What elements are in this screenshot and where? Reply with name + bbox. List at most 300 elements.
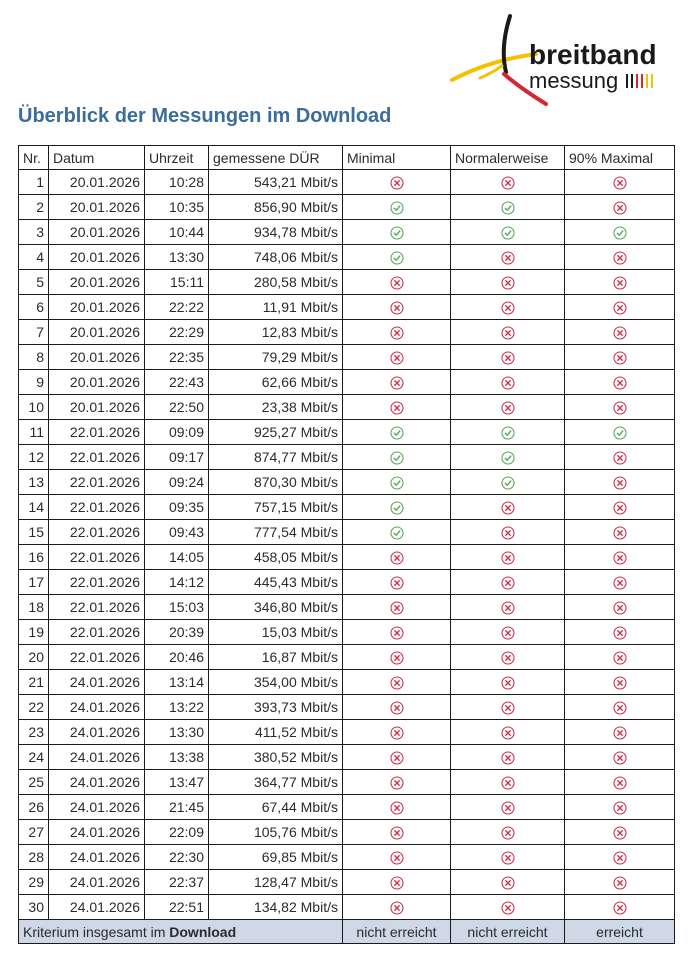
- cell-speed: 23,38 Mbit/s: [209, 395, 343, 420]
- cell-uhrzeit: 13:30: [145, 720, 209, 745]
- cell-normal: [451, 870, 565, 895]
- x-circle-icon: [501, 801, 515, 815]
- cell-minimal: [343, 195, 451, 220]
- cell-normal: [451, 170, 565, 195]
- x-circle-icon: [501, 401, 515, 415]
- table-header-row: [19, 146, 675, 170]
- x-circle-icon: [613, 751, 627, 765]
- table-row: [19, 470, 675, 495]
- x-circle-icon: [501, 751, 515, 765]
- x-circle-icon: [613, 526, 627, 540]
- cell-nr: 24: [19, 745, 49, 770]
- x-circle-icon: [613, 851, 627, 865]
- check-circle-icon: [501, 226, 515, 240]
- cell-datum: 24.01.2026: [49, 745, 145, 770]
- cell-max: [565, 470, 675, 495]
- cell-minimal: [343, 320, 451, 345]
- table-row: [19, 345, 675, 370]
- cell-normal: [451, 895, 565, 920]
- cell-normal: [451, 195, 565, 220]
- cell-speed: 105,76 Mbit/s: [209, 820, 343, 845]
- cell-max: [565, 770, 675, 795]
- cell-minimal: [343, 220, 451, 245]
- cell-normal: [451, 570, 565, 595]
- x-circle-icon: [501, 351, 515, 365]
- table-row: [19, 295, 675, 320]
- cell-nr: 1: [19, 170, 49, 195]
- check-circle-icon: [390, 426, 404, 440]
- x-circle-icon: [613, 726, 627, 740]
- cell-uhrzeit: 15:11: [145, 270, 209, 295]
- cell-uhrzeit: 20:46: [145, 645, 209, 670]
- cell-max: [565, 170, 675, 195]
- cell-datum: 22.01.2026: [49, 645, 145, 670]
- cell-normal: [451, 670, 565, 695]
- cell-nr: 13: [19, 470, 49, 495]
- cell-speed: 856,90 Mbit/s: [209, 195, 343, 220]
- cell-normal: [451, 645, 565, 670]
- cell-nr: 4: [19, 245, 49, 270]
- cell-datum: 22.01.2026: [49, 520, 145, 545]
- cell-minimal: [343, 720, 451, 745]
- x-circle-icon: [613, 251, 627, 265]
- cell-datum: 22.01.2026: [49, 470, 145, 495]
- cell-minimal: [343, 695, 451, 720]
- table-row: [19, 445, 675, 470]
- table-row: [19, 895, 675, 920]
- cell-speed: 364,77 Mbit/s: [209, 770, 343, 795]
- cell-nr: 26: [19, 795, 49, 820]
- cell-datum: 22.01.2026: [49, 620, 145, 645]
- summary-max: erreicht: [565, 920, 675, 944]
- cell-minimal: [343, 820, 451, 845]
- x-circle-icon: [501, 701, 515, 715]
- x-circle-icon: [501, 326, 515, 340]
- table-row: [19, 595, 675, 620]
- cell-minimal: [343, 620, 451, 645]
- x-circle-icon: [501, 901, 515, 915]
- cell-max: [565, 745, 675, 770]
- cell-datum: 22.01.2026: [49, 595, 145, 620]
- cell-max: [565, 370, 675, 395]
- cell-normal: [451, 395, 565, 420]
- cell-normal: [451, 520, 565, 545]
- cell-datum: 24.01.2026: [49, 695, 145, 720]
- summary-row: [19, 920, 675, 944]
- x-circle-icon: [501, 776, 515, 790]
- cell-minimal: [343, 595, 451, 620]
- cell-nr: 19: [19, 620, 49, 645]
- table-row: [19, 245, 675, 270]
- cell-datum: 24.01.2026: [49, 720, 145, 745]
- check-circle-icon: [613, 226, 627, 240]
- cell-datum: 20.01.2026: [49, 245, 145, 270]
- cell-speed: 79,29 Mbit/s: [209, 345, 343, 370]
- x-circle-icon: [613, 176, 627, 190]
- x-circle-icon: [501, 526, 515, 540]
- cell-datum: 20.01.2026: [49, 345, 145, 370]
- cell-speed: 748,06 Mbit/s: [209, 245, 343, 270]
- x-circle-icon: [390, 876, 404, 890]
- cell-minimal: [343, 245, 451, 270]
- cell-uhrzeit: 22:35: [145, 345, 209, 370]
- cell-speed: 12,83 Mbit/s: [209, 320, 343, 345]
- cell-minimal: [343, 420, 451, 445]
- cell-uhrzeit: 21:45: [145, 795, 209, 820]
- cell-uhrzeit: 20:39: [145, 620, 209, 645]
- cell-uhrzeit: 13:30: [145, 245, 209, 270]
- x-circle-icon: [613, 501, 627, 515]
- cell-speed: 69,85 Mbit/s: [209, 845, 343, 870]
- cell-uhrzeit: 22:09: [145, 820, 209, 845]
- cell-nr: 9: [19, 370, 49, 395]
- x-circle-icon: [501, 276, 515, 290]
- cell-datum: 20.01.2026: [49, 195, 145, 220]
- check-circle-icon: [390, 501, 404, 515]
- cell-max: [565, 895, 675, 920]
- x-circle-icon: [501, 876, 515, 890]
- table-row: [19, 220, 675, 245]
- col-header-normal: Normalerweise: [451, 146, 565, 170]
- x-circle-icon: [501, 551, 515, 565]
- x-circle-icon: [390, 376, 404, 390]
- cell-nr: 22: [19, 695, 49, 720]
- x-circle-icon: [613, 901, 627, 915]
- cell-speed: 543,21 Mbit/s: [209, 170, 343, 195]
- cell-max: [565, 695, 675, 720]
- cell-nr: 18: [19, 595, 49, 620]
- cell-uhrzeit: 13:14: [145, 670, 209, 695]
- cell-uhrzeit: 14:05: [145, 545, 209, 570]
- cell-nr: 30: [19, 895, 49, 920]
- cell-normal: [451, 770, 565, 795]
- summary-label: [19, 920, 343, 944]
- x-circle-icon: [501, 651, 515, 665]
- measurement-table: [18, 145, 675, 944]
- x-circle-icon: [501, 676, 515, 690]
- cell-uhrzeit: 13:47: [145, 770, 209, 795]
- cell-normal: [451, 220, 565, 245]
- col-header-max: 90% Maximal: [565, 146, 675, 170]
- x-circle-icon: [390, 901, 404, 915]
- x-circle-icon: [501, 626, 515, 640]
- cell-datum: 20.01.2026: [49, 370, 145, 395]
- cell-nr: 20: [19, 645, 49, 670]
- x-circle-icon: [390, 826, 404, 840]
- cell-datum: 22.01.2026: [49, 545, 145, 570]
- x-circle-icon: [613, 826, 627, 840]
- cell-normal: [451, 270, 565, 295]
- x-circle-icon: [613, 651, 627, 665]
- cell-minimal: [343, 545, 451, 570]
- cell-minimal: [343, 495, 451, 520]
- cell-normal: [451, 745, 565, 770]
- table-row: [19, 370, 675, 395]
- cell-normal: [451, 295, 565, 320]
- x-circle-icon: [390, 726, 404, 740]
- x-circle-icon: [390, 801, 404, 815]
- cell-nr: 14: [19, 495, 49, 520]
- x-circle-icon: [390, 576, 404, 590]
- cell-speed: 393,73 Mbit/s: [209, 695, 343, 720]
- cell-speed: 11,91 Mbit/s: [209, 295, 343, 320]
- x-circle-icon: [390, 276, 404, 290]
- x-circle-icon: [390, 301, 404, 315]
- cell-speed: 934,78 Mbit/s: [209, 220, 343, 245]
- cell-minimal: [343, 445, 451, 470]
- cell-uhrzeit: 10:28: [145, 170, 209, 195]
- logo-word-top: breitband: [529, 39, 657, 70]
- cell-speed: 280,58 Mbit/s: [209, 270, 343, 295]
- summary-label-bold: Download: [169, 923, 237, 940]
- cell-minimal: [343, 645, 451, 670]
- cell-minimal: [343, 470, 451, 495]
- cell-minimal: [343, 570, 451, 595]
- cell-nr: 29: [19, 870, 49, 895]
- cell-uhrzeit: 09:24: [145, 470, 209, 495]
- cell-datum: 20.01.2026: [49, 270, 145, 295]
- cell-max: [565, 345, 675, 370]
- cell-normal: [451, 695, 565, 720]
- cell-nr: 17: [19, 570, 49, 595]
- cell-max: [565, 795, 675, 820]
- table-row: [19, 520, 675, 545]
- check-circle-icon: [501, 451, 515, 465]
- x-circle-icon: [390, 751, 404, 765]
- cell-normal: [451, 720, 565, 745]
- cell-uhrzeit: 22:51: [145, 895, 209, 920]
- table-row: [19, 195, 675, 220]
- cell-max: [565, 670, 675, 695]
- cell-uhrzeit: 09:17: [145, 445, 209, 470]
- cell-max: [565, 845, 675, 870]
- cell-uhrzeit: 10:44: [145, 220, 209, 245]
- x-circle-icon: [613, 351, 627, 365]
- cell-normal: [451, 345, 565, 370]
- x-circle-icon: [390, 401, 404, 415]
- table-row: [19, 420, 675, 445]
- cell-speed: 346,80 Mbit/s: [209, 595, 343, 620]
- cell-uhrzeit: 22:43: [145, 370, 209, 395]
- cell-normal: [451, 445, 565, 470]
- cell-speed: 128,47 Mbit/s: [209, 870, 343, 895]
- cell-nr: 15: [19, 520, 49, 545]
- cell-datum: 20.01.2026: [49, 395, 145, 420]
- cell-datum: 24.01.2026: [49, 670, 145, 695]
- cell-minimal: [343, 795, 451, 820]
- cell-datum: 22.01.2026: [49, 570, 145, 595]
- x-circle-icon: [501, 576, 515, 590]
- cell-speed: 445,43 Mbit/s: [209, 570, 343, 595]
- cell-minimal: [343, 520, 451, 545]
- cell-normal: [451, 370, 565, 395]
- table-row: [19, 770, 675, 795]
- cell-max: [565, 295, 675, 320]
- x-circle-icon: [501, 251, 515, 265]
- cell-minimal: [343, 170, 451, 195]
- cell-uhrzeit: 15:03: [145, 595, 209, 620]
- table-row: [19, 495, 675, 520]
- cell-max: [565, 645, 675, 670]
- table-row: [19, 795, 675, 820]
- x-circle-icon: [390, 551, 404, 565]
- cell-normal: [451, 470, 565, 495]
- check-circle-icon: [390, 526, 404, 540]
- table-row: [19, 620, 675, 645]
- cell-normal: [451, 545, 565, 570]
- summary-label-prefix: Kriterium insgesamt im: [23, 923, 170, 940]
- table-row: [19, 870, 675, 895]
- cell-uhrzeit: 09:43: [145, 520, 209, 545]
- cell-nr: 6: [19, 295, 49, 320]
- cell-max: [565, 545, 675, 570]
- col-header-uhrzeit: Uhrzeit: [145, 146, 209, 170]
- table-row: [19, 570, 675, 595]
- x-circle-icon: [501, 826, 515, 840]
- cell-datum: 24.01.2026: [49, 770, 145, 795]
- cell-max: [565, 820, 675, 845]
- cell-datum: 22.01.2026: [49, 445, 145, 470]
- table-row: [19, 745, 675, 770]
- x-circle-icon: [613, 276, 627, 290]
- x-circle-icon: [613, 301, 627, 315]
- cell-normal: [451, 320, 565, 345]
- check-circle-icon: [501, 201, 515, 215]
- cell-nr: 27: [19, 820, 49, 845]
- cell-speed: 458,05 Mbit/s: [209, 545, 343, 570]
- cell-uhrzeit: 14:12: [145, 570, 209, 595]
- cell-speed: 870,30 Mbit/s: [209, 470, 343, 495]
- x-circle-icon: [613, 476, 627, 490]
- col-header-datum: Datum: [49, 146, 145, 170]
- x-circle-icon: [613, 576, 627, 590]
- cell-minimal: [343, 745, 451, 770]
- cell-nr: 2: [19, 195, 49, 220]
- x-circle-icon: [613, 676, 627, 690]
- cell-speed: 16,87 Mbit/s: [209, 645, 343, 670]
- x-circle-icon: [613, 326, 627, 340]
- cell-nr: 12: [19, 445, 49, 470]
- cell-nr: 10: [19, 395, 49, 420]
- table-row: [19, 820, 675, 845]
- x-circle-icon: [613, 551, 627, 565]
- cell-datum: 24.01.2026: [49, 795, 145, 820]
- cell-minimal: [343, 295, 451, 320]
- cell-uhrzeit: 22:30: [145, 845, 209, 870]
- cell-speed: 380,52 Mbit/s: [209, 745, 343, 770]
- cell-max: [565, 270, 675, 295]
- cell-datum: 22.01.2026: [49, 420, 145, 445]
- cell-speed: 354,00 Mbit/s: [209, 670, 343, 695]
- cell-minimal: [343, 770, 451, 795]
- x-circle-icon: [390, 351, 404, 365]
- x-circle-icon: [613, 801, 627, 815]
- cell-max: [565, 570, 675, 595]
- cell-nr: 3: [19, 220, 49, 245]
- cell-normal: [451, 245, 565, 270]
- col-header-speed: gemessene DÜR: [209, 146, 343, 170]
- cell-datum: 20.01.2026: [49, 220, 145, 245]
- cell-minimal: [343, 895, 451, 920]
- summary-minimal: nicht erreicht: [343, 920, 451, 944]
- cell-normal: [451, 420, 565, 445]
- cell-uhrzeit: 13:38: [145, 745, 209, 770]
- x-circle-icon: [390, 626, 404, 640]
- x-circle-icon: [613, 626, 627, 640]
- check-circle-icon: [390, 201, 404, 215]
- cell-nr: 8: [19, 345, 49, 370]
- table-row: [19, 645, 675, 670]
- cell-nr: 25: [19, 770, 49, 795]
- check-circle-icon: [390, 251, 404, 265]
- cell-normal: [451, 495, 565, 520]
- x-circle-icon: [613, 876, 627, 890]
- cell-uhrzeit: 10:35: [145, 195, 209, 220]
- breitbandmessung-logo: [450, 8, 665, 108]
- cell-uhrzeit: 13:22: [145, 695, 209, 720]
- cell-nr: 7: [19, 320, 49, 345]
- x-circle-icon: [390, 326, 404, 340]
- check-circle-icon: [390, 226, 404, 240]
- cell-max: [565, 395, 675, 420]
- cell-minimal: [343, 270, 451, 295]
- x-circle-icon: [501, 726, 515, 740]
- cell-nr: 21: [19, 670, 49, 695]
- table-row: [19, 170, 675, 195]
- x-circle-icon: [390, 651, 404, 665]
- check-circle-icon: [613, 426, 627, 440]
- cell-datum: 20.01.2026: [49, 295, 145, 320]
- x-circle-icon: [501, 851, 515, 865]
- table-row: [19, 670, 675, 695]
- cell-datum: 24.01.2026: [49, 845, 145, 870]
- check-circle-icon: [501, 476, 515, 490]
- table-row: [19, 720, 675, 745]
- cell-speed: 411,52 Mbit/s: [209, 720, 343, 745]
- logo-word-bottom: messung: [529, 68, 619, 93]
- cell-datum: 24.01.2026: [49, 820, 145, 845]
- cell-uhrzeit: 22:50: [145, 395, 209, 420]
- col-header-minimal: Minimal: [343, 146, 451, 170]
- x-circle-icon: [501, 501, 515, 515]
- cell-max: [565, 520, 675, 545]
- cell-uhrzeit: 09:35: [145, 495, 209, 520]
- x-circle-icon: [613, 201, 627, 215]
- cell-normal: [451, 795, 565, 820]
- cell-datum: 24.01.2026: [49, 895, 145, 920]
- table-row: [19, 270, 675, 295]
- cell-speed: 15,03 Mbit/s: [209, 620, 343, 645]
- cell-uhrzeit: 22:37: [145, 870, 209, 895]
- cell-normal: [451, 595, 565, 620]
- table-row: [19, 845, 675, 870]
- cell-normal: [451, 620, 565, 645]
- cell-nr: 5: [19, 270, 49, 295]
- cell-max: [565, 495, 675, 520]
- cell-max: [565, 720, 675, 745]
- cell-speed: 757,15 Mbit/s: [209, 495, 343, 520]
- cell-speed: 777,54 Mbit/s: [209, 520, 343, 545]
- x-circle-icon: [613, 451, 627, 465]
- cell-normal: [451, 820, 565, 845]
- x-circle-icon: [613, 701, 627, 715]
- cell-max: [565, 595, 675, 620]
- cell-datum: 22.01.2026: [49, 495, 145, 520]
- table-row: [19, 695, 675, 720]
- x-circle-icon: [613, 776, 627, 790]
- cell-uhrzeit: 09:09: [145, 420, 209, 445]
- cell-max: [565, 245, 675, 270]
